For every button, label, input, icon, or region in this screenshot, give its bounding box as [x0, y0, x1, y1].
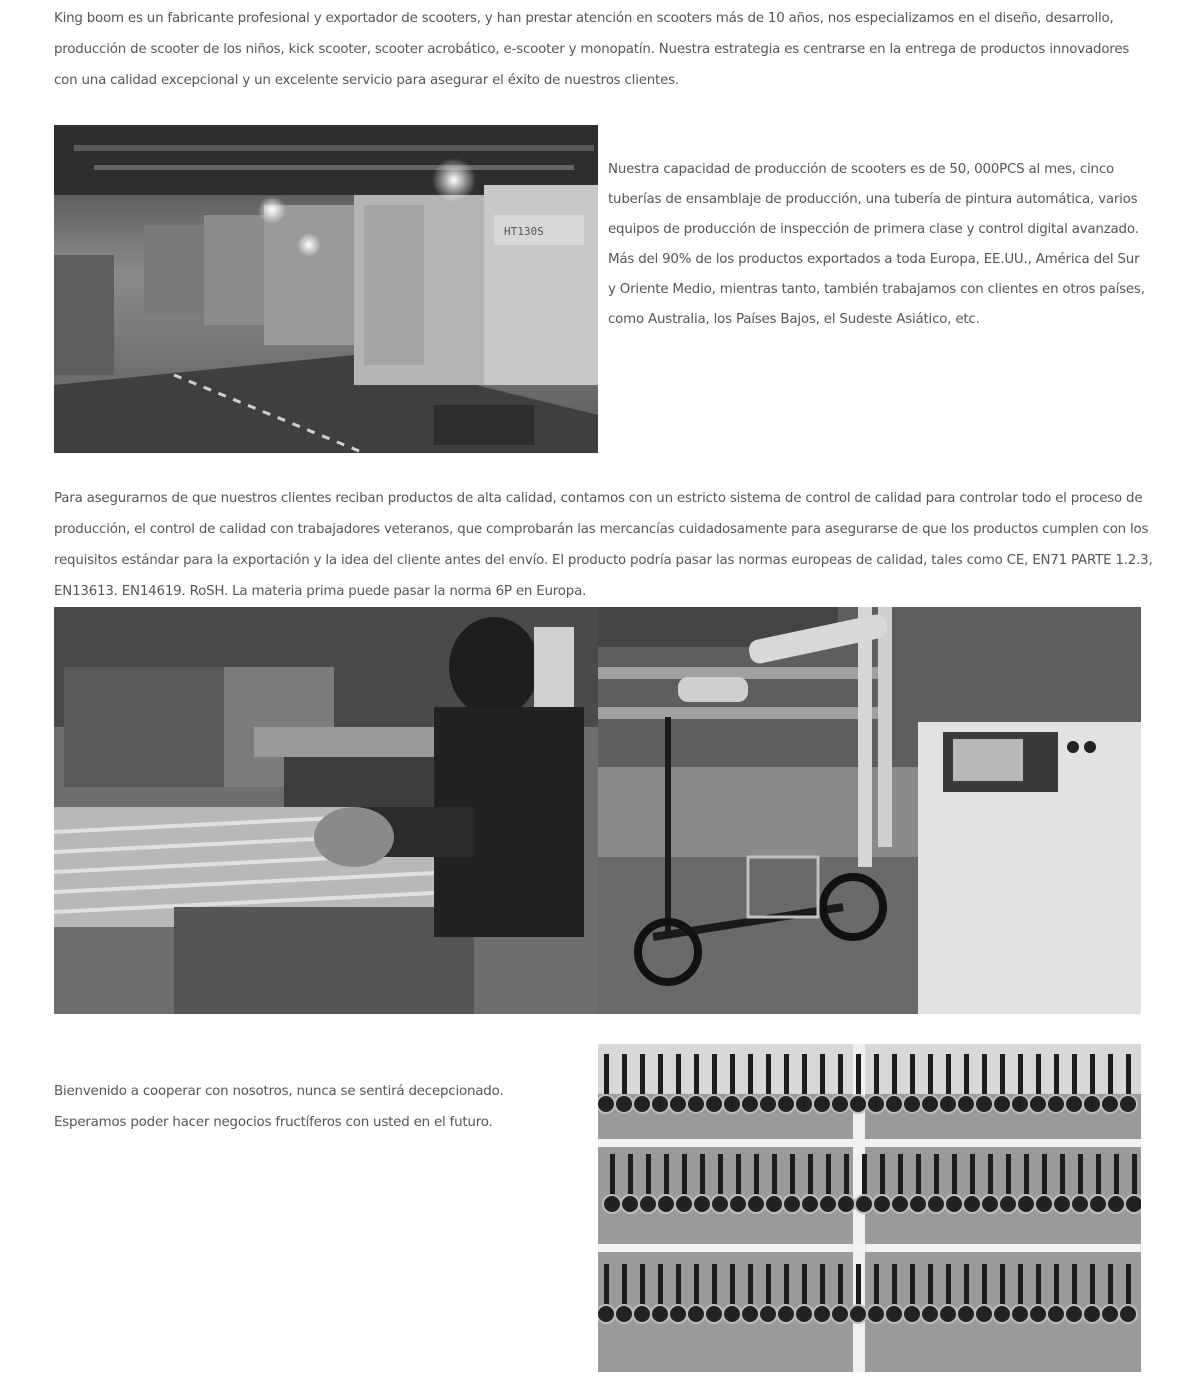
pipe-cutting-photo: [54, 607, 598, 1014]
intro-paragraph: King boom es un fabricante profesional y exportador de scooters, y han prestar atención en scooters más de 10 años, nos especializamos en el diseño, desarrollo, producción de scooter de los niños, kick scooter, scooter acrobático, e-scooter y monopatín. Nuestra estrategia es centrarse en la entrega de productos innovadores con una calidad excepcional y un excelente servicio para asegurar el éxito de nuestros clientes.: [54, 11, 1130, 88]
scooter-storage-photo: [598, 1044, 1141, 1372]
factory-floor-photo: [54, 125, 598, 453]
quality-paragraph: Para asegurarnos de que nuestros clientes reciban productos de alta calidad, contamos con un estricto sistema de control de calidad para controlar todo el proceso de producción, el control de calidad con trabajadores veteranos, que comprobarán las mercancías cuidadosamente para asegurarse de que los productos cumplen con los requisitos estándar para la exportación y la idea del cliente antes del envío. El producto podría pasar las normas europeas de calidad, tales como CE, EN71 PARTE 1.2.3, EN13613. EN14619. RoSH. La materia prima puede pasar la norma 6P en Europa.: [54, 491, 1153, 599]
closing-paragraph: Bienvenido a cooperar con nosotros, nunca se sentirá decepcionado. Esperamos poder hacer negocios fructíferos con usted en el futuro.: [54, 1084, 504, 1130]
capacity-paragraph: Nuestra capacidad de producción de scooters es de 50, 000PCS al mes, cinco tuberías de ensamblaje de producción, una tubería de pintura automática, varios equipos de producción de inspección de primera clase y control digital avanzado. Más del 90% de los productos exportados a toda Europa, EE.UU., América del Sur y Oriente Medio, mientras tanto, también trabajamos con clientes en otros países, como Australia, los Países Bajos, el Sudeste Asiático, etc.: [608, 162, 1145, 327]
machine-label: HT130S: [504, 225, 544, 238]
scooter-testing-photo: [598, 607, 1141, 1014]
